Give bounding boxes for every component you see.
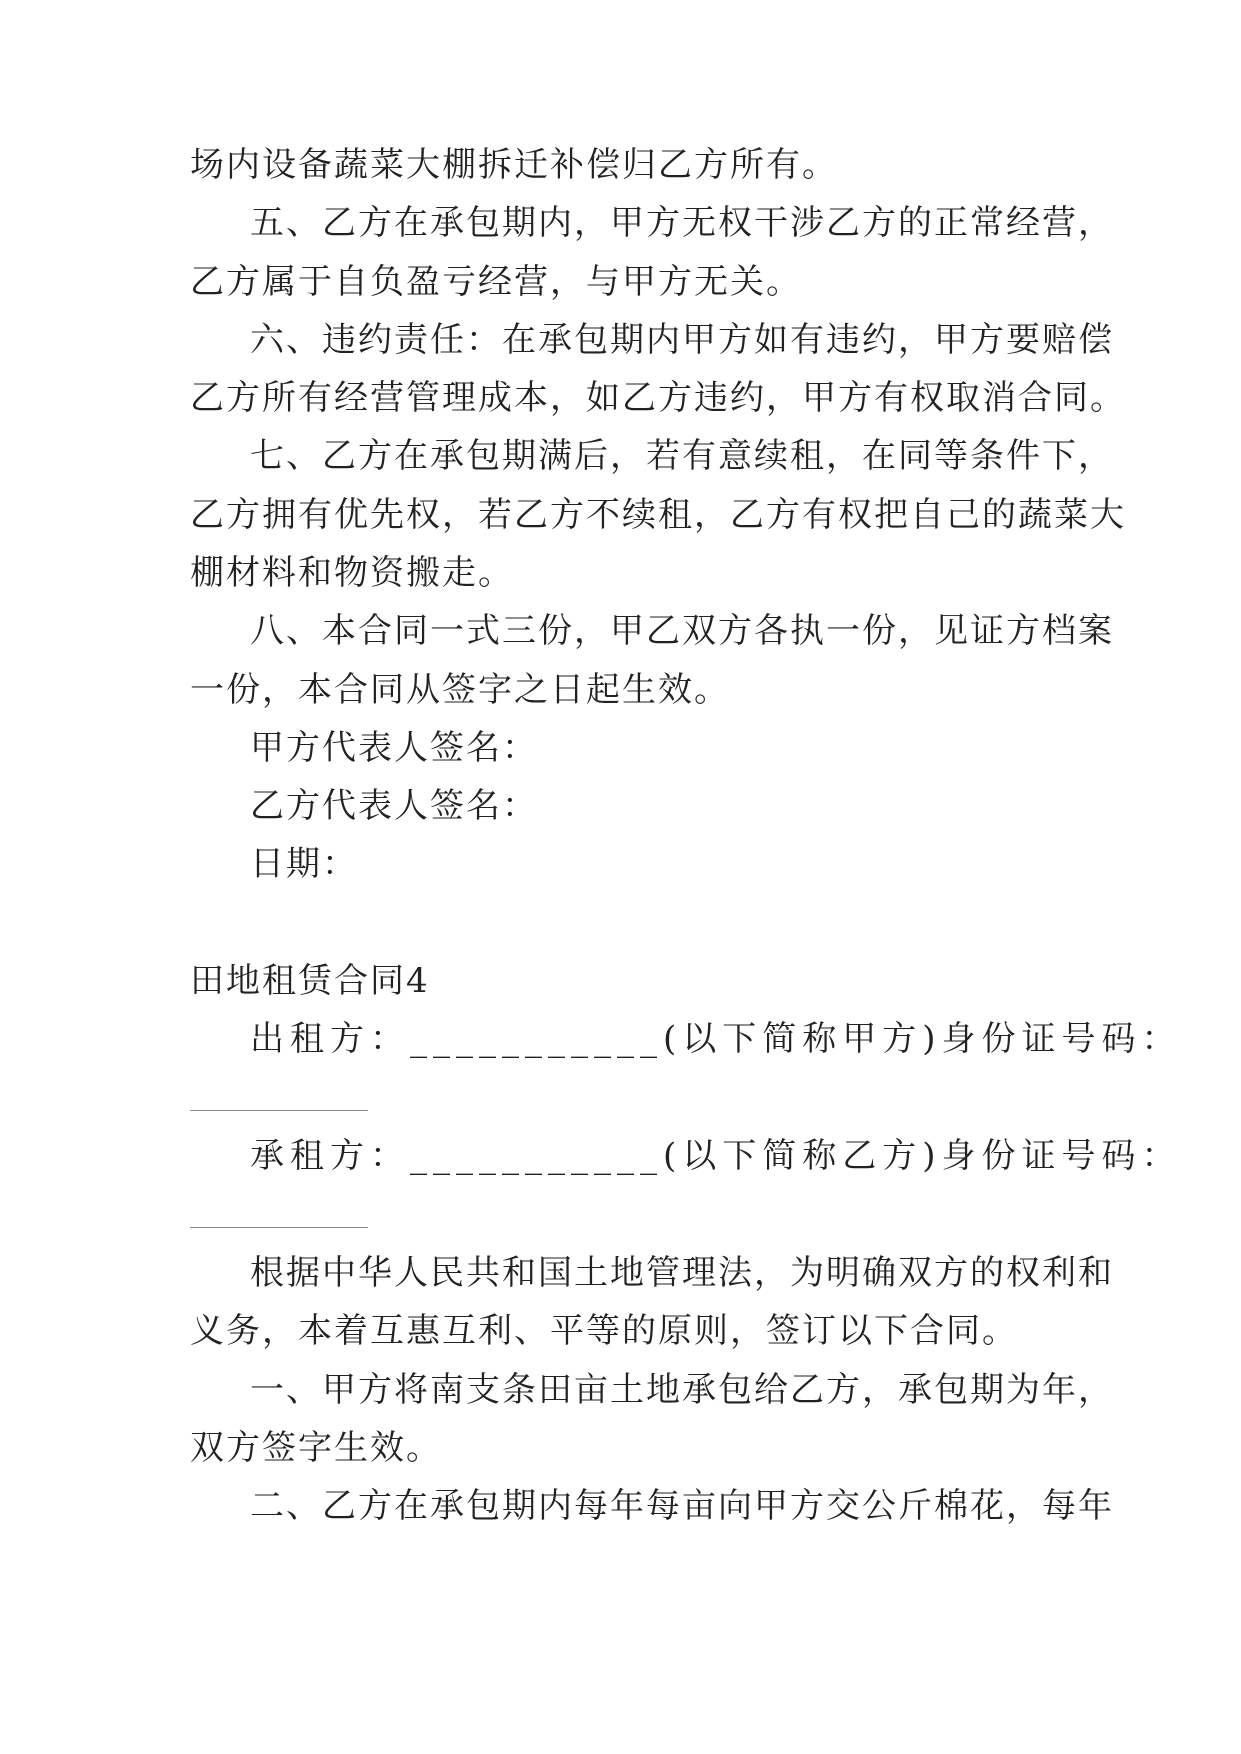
lessor-line: 出租方：___________(以下简称甲方)身份证号码： — [250, 1019, 1182, 1059]
lessee-id-blank-line — [190, 1227, 368, 1228]
clause-seven-line-2: 乙方拥有优先权，若乙方不续租，乙方有权把自己的蔬菜大 — [190, 495, 1126, 535]
section-title: 田地租赁合同4 — [190, 961, 430, 1001]
clause-one-line-1: 一、甲方将南支条田亩土地承包给乙方，承包期为年， — [250, 1370, 1114, 1410]
clause-one-line-2: 双方签字生效。 — [190, 1428, 442, 1468]
party-b-signature-label: 乙方代表人签名： — [250, 786, 538, 826]
clause-six-line-2: 乙方所有经营管理成本，如乙方违约，甲方有权取消合同。 — [190, 378, 1126, 418]
text-line: 场内设备蔬菜大棚拆迁补偿归乙方所有。 — [190, 145, 838, 185]
clause-five-line-2: 乙方属于自负盈亏经营，与甲方无关。 — [190, 262, 802, 302]
preamble-line-1: 根据中华人民共和国土地管理法，为明确双方的权利和 — [250, 1253, 1114, 1293]
party-a-signature-label: 甲方代表人签名： — [250, 728, 538, 768]
preamble-line-2: 义务，本着互惠互利、平等的原则，签订以下合同。 — [190, 1311, 1018, 1351]
lessee-line: 承租方：___________(以下简称乙方)身份证号码： — [250, 1136, 1182, 1176]
clause-five-line-1: 五、乙方在承包期内，甲方无权干涉乙方的正常经营， — [250, 203, 1114, 243]
clause-seven-line-1: 七、乙方在承包期满后，若有意续租，在同等条件下， — [250, 436, 1114, 476]
date-label: 日期： — [250, 844, 358, 884]
clause-two-line-1: 二、乙方在承包期内每年每亩向甲方交公斤棉花，每年 — [250, 1486, 1114, 1526]
clause-eight-line-2: 一份，本合同从签字之日起生效。 — [190, 670, 730, 710]
clause-seven-line-3: 棚材料和物资搬走。 — [190, 553, 514, 593]
clause-six-line-1: 六、违约责任：在承包期内甲方如有违约，甲方要赔偿 — [250, 320, 1114, 360]
clause-eight-line-1: 八、本合同一式三份，甲乙双方各执一份，见证方档案 — [250, 611, 1114, 651]
lessor-id-blank-line — [190, 1110, 368, 1111]
